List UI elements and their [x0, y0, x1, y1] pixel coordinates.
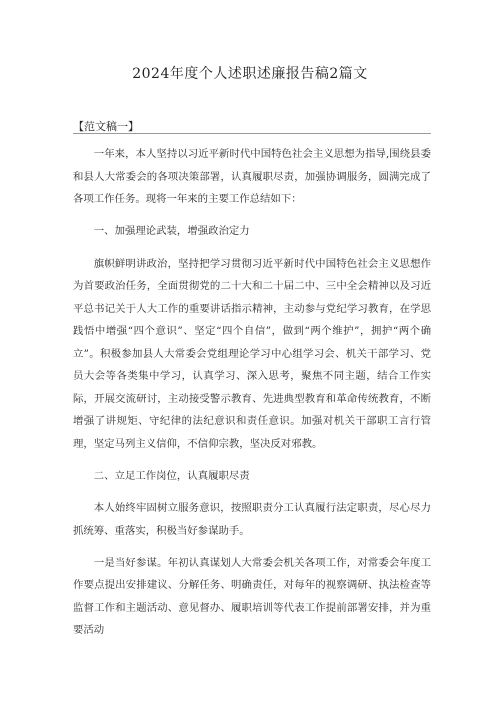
body-paragraph: 一年来，本人坚持以习近平新时代中国特色社会主义思想为指导,围绕县委和县人大常委会的各项决策部署，认真履职尽责，加强协调服务，圆满完成了各项工作任务。现将一年来的主要工作总结如下： — [73, 148, 431, 205]
section-divider — [73, 133, 431, 134]
body-paragraph: 旗帜鲜明讲政治，坚持把学习贯彻习近平新时代中国特色社会主义思想作为首要政治任务，全面贯彻党的二十大和二十届二中、三中全会精神以及习近平总书记关于人大工作的重要讲话指示精神，主动参与党纪学习教育，在学思践悟中增强“四个意识”、坚定“四个自信”，做到“两个维护”，拥护“两个确立”。积极参加县人大常委会党组理论学习中心组学习会、机关干部学习、党员大会等各类集中学习，认真学习、深入思考，聚焦不同主题，结合工作实际，开展交流研讨，主动接受警示教育、先进典型教育和革命传统教育，不断增强了讲规矩、守纪律的法纪意识和责任意识。加强对机关干部职工言行管理，坚定马列主义信仰，不信仰宗教，坚决反对邪教。 — [73, 257, 431, 450]
body-paragraph: 一是当好参谋。年初认真谋划人大常委会机关各项工作，对常委会年度工作要点提出安排建议、分解任务、明确责任，对每年的视察调研、执法检查等监督工作和主题活动、意见督办、履职培训等代表工作提前部署安排，并为重要活动 — [73, 556, 431, 636]
section-heading: 二、立足工作岗位，认真履职尽责 — [93, 469, 250, 482]
section-heading: 一、加强理论武装，增强政治定力 — [93, 225, 250, 237]
document-title: 2024年度个人述职述廉报告稿2篇文 — [132, 66, 368, 82]
section-label: 【范文稿一】 — [73, 120, 139, 133]
document-body — [73, 143, 431, 651]
body-paragraph: 本人始终牢固树立服务意识，按照职责分工认真履行法定职责，尽心尽力抓统筹、重落实，积极当好参谋助手。 — [73, 502, 431, 537]
